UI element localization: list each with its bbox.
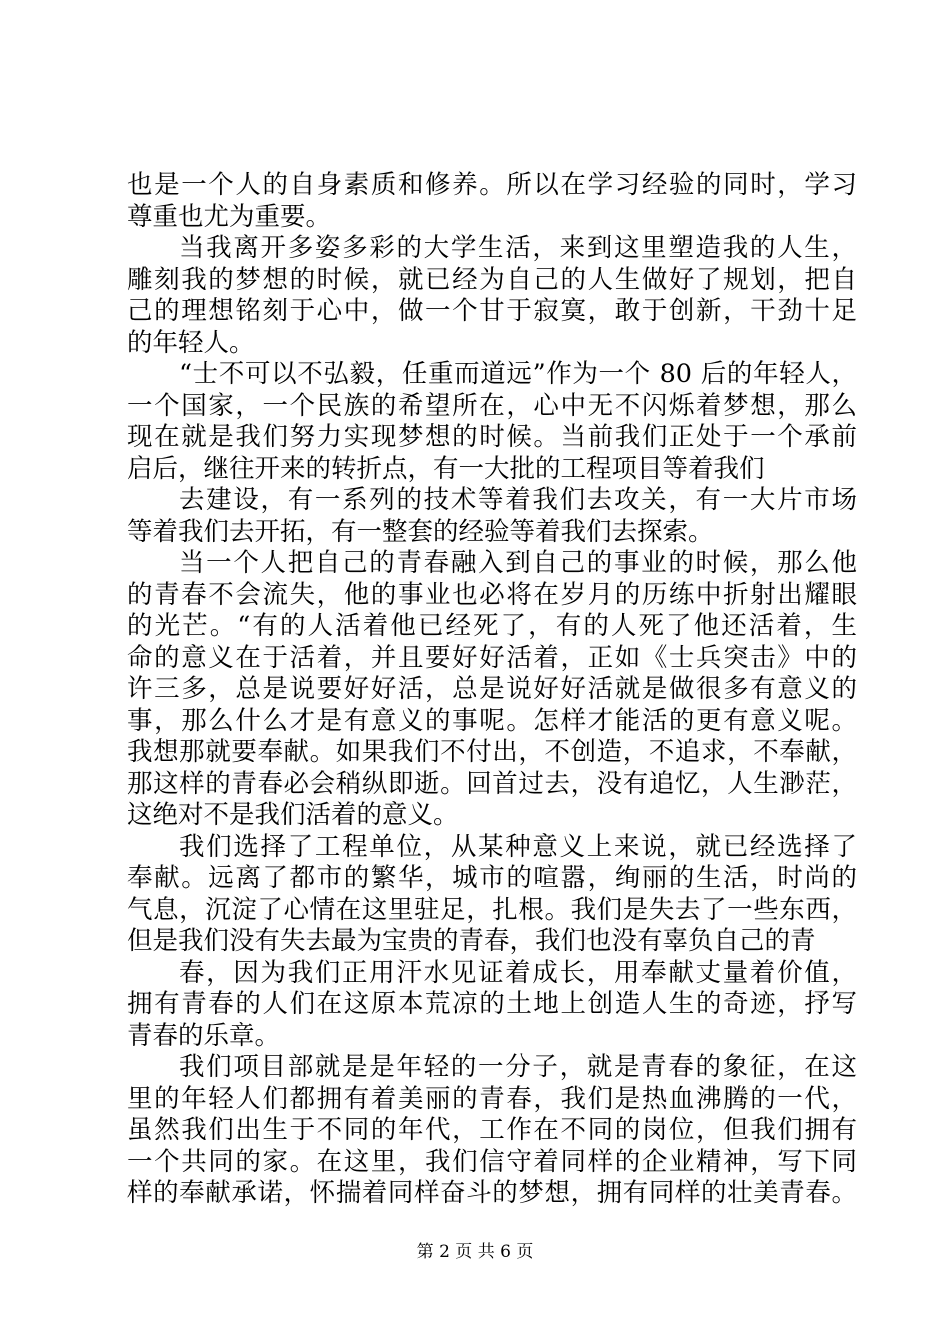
text-line: 当我离开多姿多彩的大学生活，来到这里塑造我的人生， [179,233,857,263]
text-line: “士不可以不弘毅，任重而道远”作为一个 80 后的年轻人， [179,359,857,389]
text-line: 的光芒。“有的人活着他已经死了，有的人死了他还活着，生 [127,611,857,641]
text-line: 那这样的青春必会稍纵即逝。回首过去，没有追忆，人生渺茫， [127,768,857,799]
text-line: 春，因为我们正用汗水见证着成长，用奉献丈量着价值， [179,957,857,988]
text-line: 一个国家，一个民族的希望所在，心中无不闪烁着梦想，那么 [127,390,857,421]
text-line: 样的奉献承诺，怀揣着同样奋斗的梦想，拥有同样的壮美青春。 [127,1178,857,1208]
document-body [127,170,857,1210]
text-line: 但是我们没有失去最为宝贵的青春，我们也没有辜负自己的青 [127,926,816,956]
text-line: 青春的乐章。 [127,1020,281,1051]
text-line: 也是一个人的自身素质和修养。所以在学习经验的同时，学习 [127,170,857,200]
text-line: 事，那么什么才是有意义的事呢。怎样才能活的更有意义呢。 [127,705,857,736]
text-line: 虽然我们出生于不同的年代，工作在不同的岗位，但我们拥有 [127,1115,857,1145]
text-line: 尊重也尤为重要。 [127,201,332,232]
text-line: 一个共同的家。在这里，我们信守着同样的企业精神，写下同 [127,1146,857,1177]
text-line: 气息，沉淀了心情在这里驻足，扎根。我们是失去了一些东西， [127,894,857,925]
text-line: 我想那就要奉献。如果我们不付出，不创造，不追求，不奉献， [127,737,857,767]
text-line: 启后，继往开来的转折点，有一大批的工程项目等着我们 [127,453,765,484]
text-line: 命的意义在于活着，并且要好好活着，正如《士兵突击》中的 [127,642,857,673]
text-line: 我们选择了工程单位，从某种意义上来说，就已经选择了 [179,831,857,862]
text-line: 我们项目部就是是年轻的一分子，就是青春的象征，在这 [179,1052,857,1082]
text-line: 雕刻我的梦想的时候，就已经为自己的人生做好了规划，把自 [127,264,857,295]
text-line: 己的理想铭刻于心中，做一个甘于寂寞，敢于创新，干劲十足 [127,296,857,326]
page-footer [0,1240,950,1264]
text-line: 奉献。远离了都市的繁华，城市的喧嚣，绚丽的生活，时尚的 [127,863,857,893]
text-line: 等着我们去开拓，有一整套的经验等着我们去探索。 [127,516,714,547]
text-line: 当一个人把自己的青春融入到自己的事业的时候，那么他 [179,548,857,578]
text-line: 去建设，有一系列的技术等着我们去攻关，有一大片市场 [179,485,857,515]
page-number: 第 2 页 共 6 页 [416,1242,534,1262]
text-line: 这绝对不是我们活着的意义。 [127,800,459,830]
text-line: 许三多，总是说要好好活，总是说好好活就是做很多有意义的 [127,674,857,704]
text-line: 的年轻人。 [127,327,255,358]
text-line: 里的年轻人们都拥有着美丽的青春，我们是热血沸腾的一代， [127,1083,857,1114]
text-line: 拥有青春的人们在这原本荒凉的土地上创造人生的奇迹，抒写 [127,989,857,1019]
text-line: 现在就是我们努力实现梦想的时候。当前我们正处于一个承前 [127,422,857,452]
text-line: 的青春不会流失，他的事业也必将在岁月的历练中折射出耀眼 [127,579,857,610]
